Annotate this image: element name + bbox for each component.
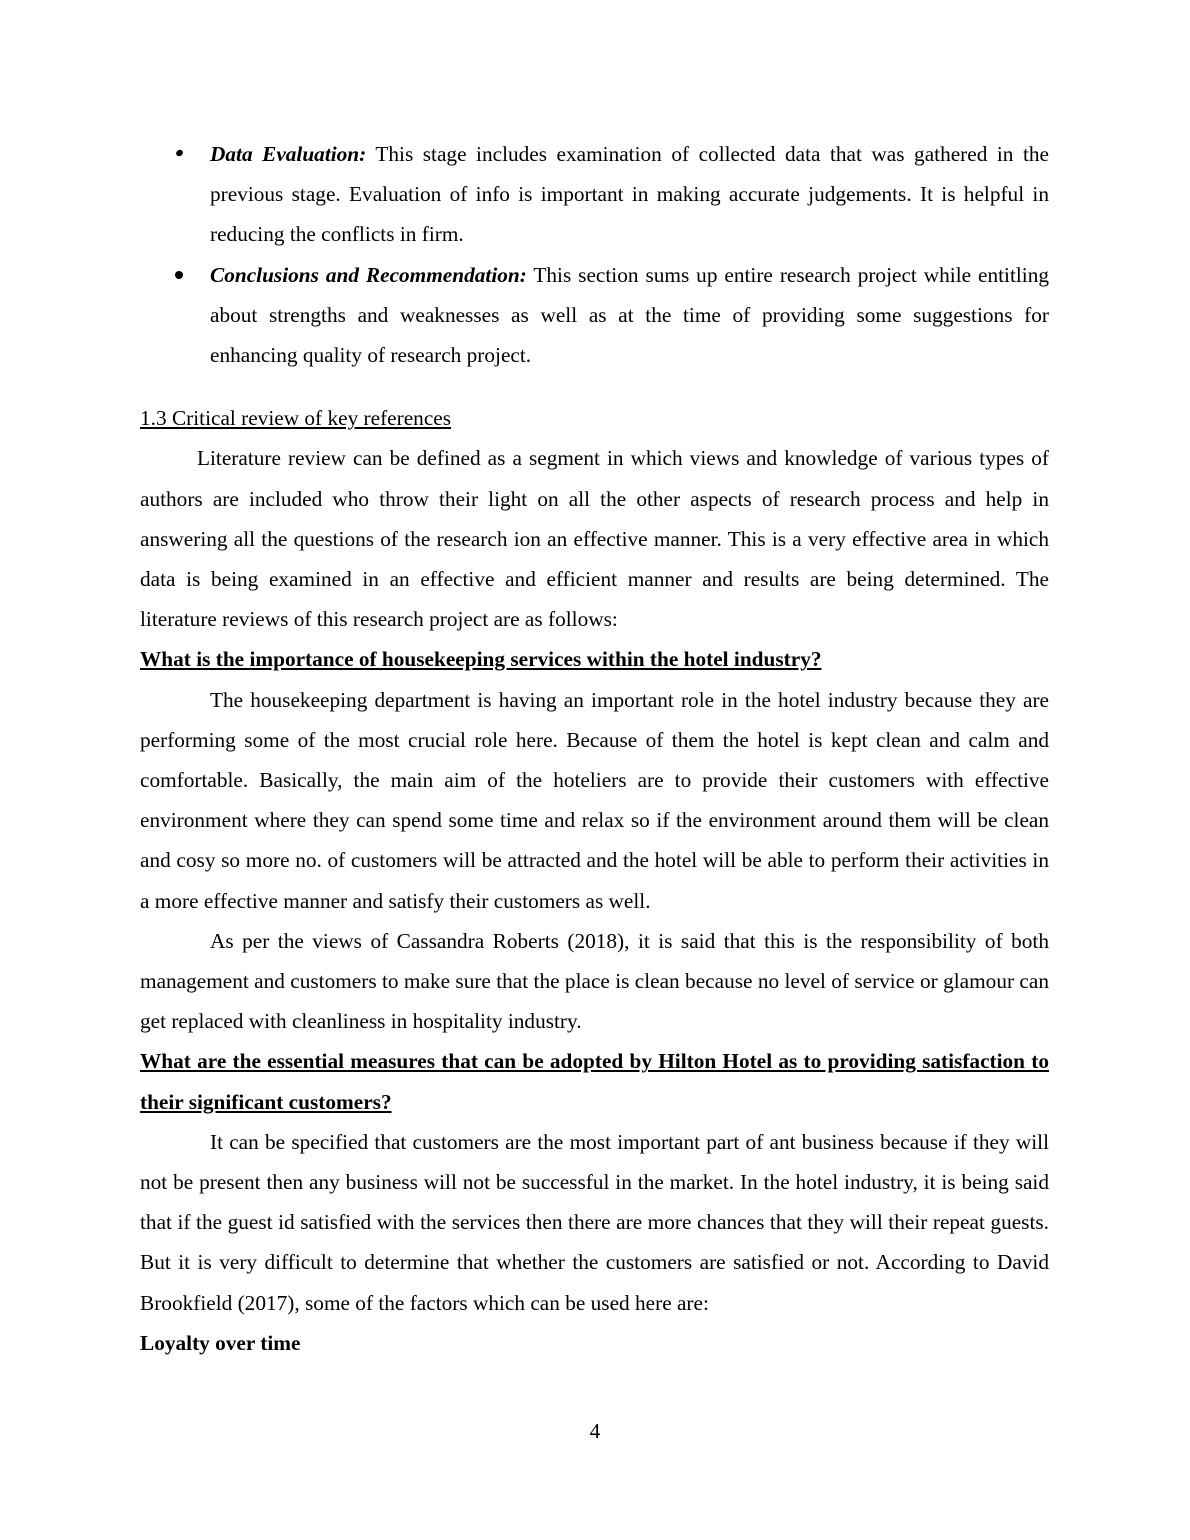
bullet-point-icon (175, 149, 184, 158)
question-heading-hilton-measures: What are the essential measures that can be adopted by Hilton Hotel as to providing satisfaction to their significant customers? (140, 1049, 1049, 1114)
page-content (140, 134, 1049, 1363)
customer-satisfaction-paragraph: It can be specified that customers are the most important part of ant business because if they will not be present then any business will not be successful in the market. In the hotel industry, it is being said that if the guest id satisfied with the services then there are more chances that they will their repeat guests. But it is very difficult to determine that whether the customers are satisfied or not. According to David Brookfield (2017), some of the factors which can be used here are: (140, 1129, 1049, 1315)
bullet-text: This stage includes examination of collected data that was gathered in the previous stage. Evaluation of info is important in making accurate judgements. It is helpful in reducing the conflicts in firm. (210, 142, 1049, 247)
bullet-list (140, 134, 1049, 375)
housekeeping-paragraph: The housekeeping department is having an important role in the hotel industry because they are performing some of the most crucial role here. Because of them the hotel is kept clean and calm and comfortable. Basically, the main aim of the hoteliers are to provide their customers with effective environment where they can spend some time and relax so if the environment around them will be clean and cosy so more no. of customers will be attracted and the hotel will be able to perform their activities in a more effective manner and satisfy their customers as well. (140, 687, 1049, 913)
bullet-item-conclusions (140, 255, 1049, 376)
bullet-item-data-evaluation (140, 134, 1049, 255)
page-number: 4 (589, 1419, 601, 1443)
literature-intro-paragraph: Literature review can be defined as a segment in which views and knowledge of various types of authors are included who throw their light on all the other aspects of research process and help in answering all the questions of the research ion an effective manner. This is a very effective area in which data is being examined in an effective and efficient manner and results are being determined. The literature reviews of this research project are as follows: (140, 446, 1049, 632)
section-heading: 1.3 Critical review of key references (140, 406, 452, 431)
bullet-term: Conclusions and Recommendation: (210, 262, 527, 287)
bullet-point-icon (175, 271, 183, 279)
cassandra-roberts-paragraph: As per the views of Cassandra Roberts (2018), it is said that this is the responsibility of both management and customers to make sure that the place is clean because no level of service or glamour can get replaced with cleanliness in hospitality industry. (140, 928, 1049, 1034)
question-heading-housekeeping: What is the importance of housekeeping services within the hotel industry? (140, 647, 822, 672)
bullet-text: This section sums up entire research project while entitling about strengths and weaknesses as well as at the time of providing some suggestions for enhancing quality of research project. (210, 262, 1049, 368)
bullet-term: Data Evaluation: (210, 142, 367, 166)
loyalty-subheading: Loyalty over time (140, 1330, 301, 1355)
